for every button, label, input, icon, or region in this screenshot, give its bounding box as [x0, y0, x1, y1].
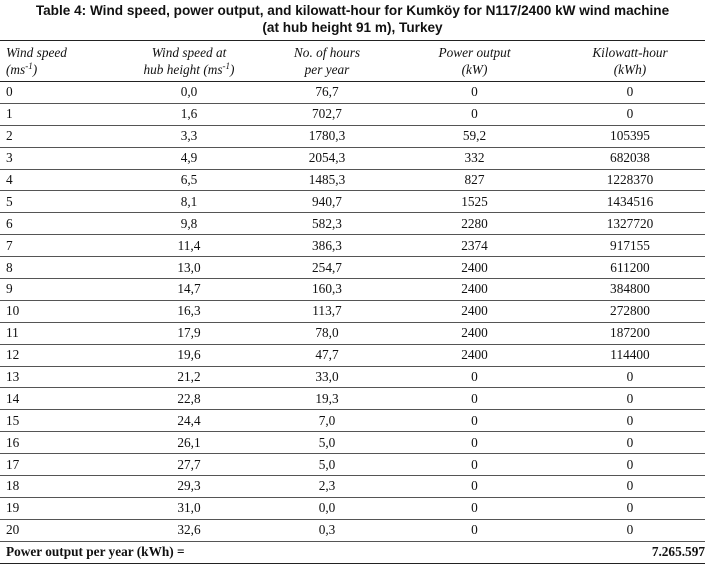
hours-cell: 113,7 — [312, 303, 342, 319]
hub-speed-cell: 19,6 — [177, 347, 201, 363]
table-row — [0, 169, 705, 191]
kwh-cell: 1327720 — [606, 215, 654, 231]
header-line-2 — [555, 61, 705, 78]
header-unit: (ms — [6, 62, 26, 77]
wind-speed-cell: 0 — [6, 84, 13, 100]
table-body — [0, 82, 705, 542]
table-row — [0, 300, 705, 322]
table-row — [0, 279, 705, 301]
power-cell: 1525 — [461, 193, 488, 209]
header-line-1: No. of hours — [293, 45, 361, 60]
header-line-1: Kilowatt-hour — [592, 45, 668, 60]
header-unit-exponent: -1 — [222, 61, 231, 71]
wind-speed-cell: 18 — [6, 478, 20, 494]
wind-speed-cell: 3 — [6, 150, 13, 166]
power-cell: 2400 — [461, 281, 488, 297]
header-unit-close: ) — [32, 62, 38, 77]
kwh-cell: 0 — [626, 106, 634, 122]
hub-speed-cell: 1,6 — [180, 106, 198, 122]
kwh-cell: 0 — [626, 456, 634, 472]
power-cell: 2400 — [461, 347, 488, 363]
hours-cell: 160,3 — [312, 281, 342, 297]
header-line-1: Power output — [438, 45, 511, 60]
table-row — [0, 147, 705, 169]
wind-speed-cell: 4 — [6, 172, 13, 187]
wind-speed-cell: 14 — [6, 390, 20, 406]
total-spacer — [394, 541, 549, 563]
kwh-cell: 0 — [626, 390, 634, 406]
hub-speed-cell: 16,3 — [177, 303, 201, 319]
power-cell: 0 — [471, 369, 478, 385]
header-kilowatt-hour — [549, 41, 705, 82]
wind-data-table — [0, 40, 705, 564]
header-unit: hub height (ms — [143, 62, 223, 77]
hub-speed-cell: 24,4 — [177, 412, 201, 428]
header-unit-exponent: -1 — [25, 61, 33, 71]
hub-speed-cell: 26,1 — [177, 434, 201, 450]
kwh-cell: 384800 — [610, 281, 650, 297]
hub-speed-cell: 29,3 — [177, 478, 201, 494]
header-wind-speed — [0, 41, 118, 82]
caption-line-1: Table 4: Wind speed, power output, and kilowatt-hour for Kumköy for N117/2400 kW wind machine — [35, 3, 670, 18]
wind-speed-cell: 1 — [6, 106, 13, 122]
kwh-cell: 0 — [626, 500, 634, 516]
hours-cell: 702,7 — [312, 106, 342, 122]
power-cell: 59,2 — [462, 128, 487, 144]
hours-cell: 19,3 — [315, 390, 339, 406]
power-cell: 0 — [471, 500, 478, 516]
header-line-2 — [6, 61, 118, 78]
wind-speed-cell: 19 — [6, 500, 20, 516]
table-row — [0, 322, 705, 344]
hub-speed-cell: 9,8 — [180, 215, 198, 231]
header-unit: (kW) — [461, 62, 488, 77]
wind-speed-cell: 13 — [6, 369, 20, 385]
table-row — [0, 235, 705, 257]
header-unit: per year — [304, 62, 350, 77]
power-cell: 332 — [464, 150, 485, 166]
header-hub-wind-speed — [118, 41, 254, 82]
power-cell: 0 — [471, 412, 478, 428]
hours-cell: 47,7 — [315, 347, 339, 363]
hours-cell: 2,3 — [318, 478, 336, 494]
power-cell: 0 — [471, 106, 478, 122]
hours-cell: 33,0 — [315, 369, 339, 385]
hours-cell: 1485,3 — [308, 172, 346, 187]
wind-speed-cell: 5 — [6, 193, 13, 209]
wind-speed-cell: 7 — [6, 237, 13, 253]
hub-speed-cell: 11,4 — [177, 237, 201, 253]
wind-speed-cell: 20 — [6, 522, 20, 538]
table-caption — [0, 2, 705, 36]
hub-speed-cell: 31,0 — [177, 500, 201, 516]
table-row — [0, 432, 705, 454]
total-label: Power output per year (kWh) = — [6, 544, 185, 560]
wind-speed-cell: 2 — [6, 128, 13, 144]
table-row — [0, 191, 705, 213]
table-row — [0, 82, 705, 104]
kwh-cell: 272800 — [610, 303, 650, 319]
hours-cell: 0,3 — [318, 522, 336, 538]
power-cell: 0 — [471, 478, 478, 494]
kwh-cell: 611200 — [610, 259, 650, 275]
header-unit-close: ) — [230, 62, 235, 77]
hours-cell: 76,7 — [315, 84, 339, 100]
table-row — [0, 344, 705, 366]
kwh-cell: 917155 — [610, 237, 650, 253]
hub-speed-cell: 17,9 — [177, 325, 201, 341]
hours-cell: 78,0 — [315, 325, 339, 341]
hours-cell: 0,0 — [318, 500, 336, 516]
hub-speed-cell: 22,8 — [177, 390, 201, 406]
kwh-cell: 1228370 — [606, 172, 654, 187]
hub-speed-cell: 3,3 — [180, 128, 198, 144]
power-cell: 0 — [471, 522, 478, 538]
wind-speed-cell: 16 — [6, 434, 20, 450]
table-row — [0, 519, 705, 541]
power-cell: 0 — [471, 390, 478, 406]
kwh-cell: 0 — [626, 412, 634, 428]
wind-speed-cell: 6 — [6, 215, 13, 231]
power-cell: 2280 — [461, 215, 488, 231]
kwh-cell: 187200 — [610, 325, 650, 341]
kwh-cell: 105395 — [610, 128, 650, 144]
header-row — [0, 41, 705, 82]
hours-cell: 5,0 — [318, 434, 336, 450]
hub-speed-cell: 21,2 — [177, 369, 201, 385]
table-row — [0, 366, 705, 388]
hub-speed-cell: 13,0 — [177, 259, 201, 275]
hours-cell: 940,7 — [312, 193, 342, 209]
wind-speed-cell: 12 — [6, 347, 20, 363]
wind-speed-cell: 11 — [6, 325, 19, 341]
wind-speed-cell: 9 — [6, 281, 13, 297]
table-row — [0, 388, 705, 410]
kwh-cell: 0 — [626, 84, 634, 100]
table-row — [0, 476, 705, 498]
header-unit: (kWh) — [613, 62, 647, 77]
hub-speed-cell: 32,6 — [177, 522, 201, 538]
header-hours-per-year — [254, 41, 394, 82]
hub-speed-cell: 8,1 — [180, 193, 198, 209]
wind-speed-cell: 15 — [6, 412, 20, 428]
wind-speed-cell: 17 — [6, 456, 20, 472]
hub-speed-cell: 14,7 — [177, 281, 201, 297]
table-row — [0, 125, 705, 147]
table-row — [0, 410, 705, 432]
hours-cell: 7,0 — [318, 412, 336, 428]
kwh-cell: 0 — [626, 434, 634, 450]
power-cell: 0 — [471, 434, 478, 450]
header-line-2 — [260, 61, 394, 78]
header-line-2 — [124, 61, 254, 78]
power-cell: 2374 — [461, 237, 488, 253]
kwh-cell: 682038 — [610, 150, 650, 166]
header-power-output — [394, 41, 549, 82]
kwh-cell: 0 — [626, 369, 634, 385]
hours-cell: 5,0 — [318, 456, 336, 472]
table-row — [0, 454, 705, 476]
power-cell: 2400 — [461, 259, 488, 275]
kwh-cell: 1434516 — [606, 193, 654, 209]
power-cell: 827 — [464, 172, 485, 187]
kwh-cell: 0 — [626, 522, 634, 538]
hub-speed-cell: 4,9 — [180, 150, 198, 166]
power-cell: 0 — [471, 84, 478, 100]
header-line-2 — [400, 61, 549, 78]
hours-cell: 1780,3 — [308, 128, 346, 144]
kwh-cell: 114400 — [610, 347, 650, 363]
kwh-cell: 0 — [626, 478, 634, 494]
header-line-1: Wind speed — [6, 45, 67, 60]
wind-speed-cell: 10 — [6, 303, 20, 319]
hub-speed-cell: 0,0 — [180, 84, 198, 100]
hub-speed-cell: 6,5 — [180, 172, 198, 187]
table-row — [0, 257, 705, 279]
total-value: 7.265.597 — [651, 544, 705, 560]
total-row — [0, 541, 705, 563]
table-row — [0, 497, 705, 519]
power-cell: 0 — [471, 456, 478, 472]
power-cell: 2400 — [461, 303, 488, 319]
table-row — [0, 103, 705, 125]
hub-speed-cell: 27,7 — [177, 456, 201, 472]
wind-speed-cell: 8 — [6, 259, 13, 275]
header-line-1: Wind speed at — [151, 45, 227, 60]
hours-cell: 386,3 — [312, 237, 342, 253]
hours-cell: 254,7 — [312, 259, 342, 275]
hours-cell: 582,3 — [312, 215, 342, 231]
hours-cell: 2054,3 — [308, 150, 346, 166]
power-cell: 2400 — [461, 325, 488, 341]
caption-line-2: (at hub height 91 m), Turkey — [262, 20, 443, 35]
table-row — [0, 213, 705, 235]
